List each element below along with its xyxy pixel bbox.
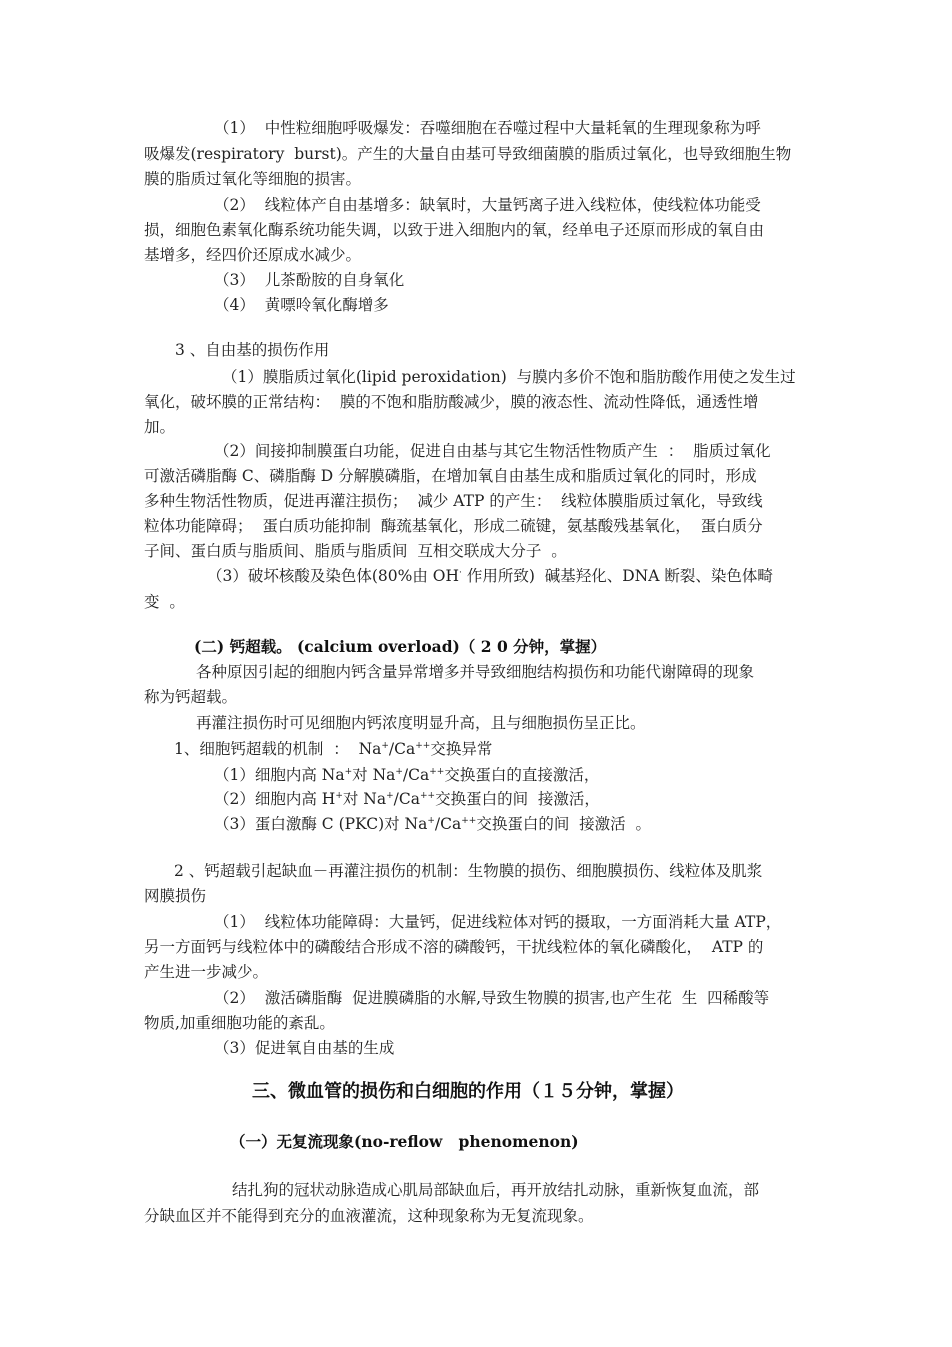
superscript: ++	[461, 816, 477, 826]
paragraph-line: 各种原因引起的细胞内钙含量异常增多并导致细胞结构损伤和功能代谢障碍的现象	[196, 663, 755, 681]
paragraph-line: 变 。	[144, 593, 185, 611]
list-item	[214, 789, 600, 809]
paragraph-line: 粒体功能障碍； 蛋白质功能抑制 酶巯基氧化，形成二硫键，氨基酸残基氧化， 蛋白质分	[144, 517, 763, 535]
superscript: +	[386, 791, 394, 801]
list-item: （3） 儿茶酚胺的自身氧化	[214, 271, 405, 289]
paragraph-line: 结扎狗的冠状动脉造成心肌局部缺血后，再开放结扎动脉，重新恢复血流，部	[232, 1181, 760, 1199]
text-run: /Ca	[402, 766, 430, 784]
paragraph-line: （2）间接抑制膜蛋白功能，促进自由基与其它生物活性物质产生 ： 脂质过氧化	[214, 442, 771, 460]
paragraph-line: 加。	[144, 418, 176, 436]
text-run: （2）细胞内高 H	[214, 790, 336, 808]
paragraph-line	[207, 566, 773, 586]
paragraph-line: 基增多，经四价还原成水减少。	[144, 246, 362, 264]
paragraph-line: 子间、蛋白质与脂质间、脂质与脂质间 互相交联成大分子 。	[144, 542, 567, 560]
superscript: ·	[459, 568, 462, 578]
section-heading: 3 、自由基的损伤作用	[175, 341, 330, 359]
paragraph-line: 氧化，破坏膜的正常结构： 膜的不饱和脂肪酸减少，膜的液态性、流动性降低，通透性增	[144, 393, 759, 411]
list-item: （3）促进氧自由基的生成	[214, 1039, 395, 1057]
superscript: +	[395, 767, 403, 777]
superscript: ++	[419, 791, 436, 801]
text-run: 交换蛋白的直接激活，	[444, 766, 600, 784]
chapter-heading: 三、微血管的损伤和白细胞的作用（１５分钟，掌握）	[252, 1081, 684, 1102]
section-heading: (二) 钙超载。 (calcium overload)（ 2 0 分钟，掌握）	[194, 637, 607, 656]
paragraph-line: （2） 激活磷脂酶 促进膜磷脂的水解,导致生物膜的损害,也产生花 生 四稀酸等	[214, 989, 770, 1007]
text-run: /Ca	[388, 740, 416, 758]
superscript: +	[344, 767, 353, 777]
text-run: /Ca	[434, 815, 462, 833]
paragraph-line: 分缺血区并不能得到充分的血液灌流，这种现象称为无复流现象。	[144, 1207, 594, 1225]
paragraph-line: （1） 线粒体功能障碍：大量钙，促进线粒体对钙的摄取，一方面消耗大量 ATP，	[214, 913, 782, 931]
paragraph-line: 称为钙超载。	[144, 688, 238, 706]
list-item: （4） 黄嘌呤氧化酶增多	[214, 296, 389, 314]
text-run: （3）破坏核酸及染色体(80%由 OH	[207, 567, 460, 585]
text-run: 交换蛋白的间 接激活 。	[476, 815, 652, 833]
superscript: +	[381, 741, 389, 751]
paragraph-line: 物质,加重细胞功能的紊乱。	[144, 1014, 335, 1032]
subsection-heading: 2 、钙超载引起缺血－再灌注损伤的机制：生物膜的损伤、细胞膜损伤、线粒体及肌浆	[174, 862, 763, 880]
paragraph-line: （1）膜脂质过氧化(lipid peroxidation) 与膜内多价不饱和脂肪酸作用使之发生过	[222, 368, 796, 386]
text-run: 交换蛋白的间 接激活，	[435, 790, 600, 808]
paragraph-line: 另一方面钙与线粒体中的磷酸结合形成不溶的磷酸钙，干扰线粒体的氧化磷酸化， ATP 的	[144, 938, 764, 956]
text-run: 对 Na	[342, 790, 387, 808]
superscript: ++	[415, 741, 431, 751]
paragraph-line: 再灌注损伤时可见细胞内钙浓度明显升高，且与细胞损伤呈正比。	[196, 714, 646, 732]
paragraph-line: （2） 线粒体产自由基增多：缺氧时，大量钙离子进入线粒体，使线粒体功能受	[214, 196, 761, 214]
text-run: 对 Na	[352, 766, 396, 784]
superscript: +	[427, 816, 435, 826]
text-run: /Ca	[393, 790, 420, 808]
paragraph-line: 损，细胞色素氧化酶系统功能失调，以致于进入细胞内的氧，经单电子还原而形成的氧自由	[144, 221, 765, 239]
paragraph-line: （1） 中性粒细胞呼吸爆发：吞噬细胞在吞噬过程中大量耗氧的生理现象称为呼	[214, 119, 761, 137]
paragraph-line: 多种生物活性物质，促进再灌注损伤； 减少 ATP 的产生： 线粒体膜脂质过氧化，导致线	[144, 492, 763, 510]
list-item	[214, 814, 651, 834]
text-run: 交换异常	[430, 740, 493, 758]
text-run: 作用所致) 碱基羟化、DNA 断裂、染色体畸	[461, 567, 773, 585]
paragraph-line: 膜的脂质过氧化等细胞的损害。	[144, 170, 362, 188]
subsection-heading: 网膜损伤	[144, 887, 207, 905]
subsection-heading	[174, 739, 492, 759]
paragraph-line: 吸爆发(respiratory burst)。产生的大量自由基可导致细菌膜的脂质过氧化，也导致细胞生物	[144, 145, 792, 163]
paragraph-line: 产生进一步减少。	[144, 963, 269, 981]
list-item	[214, 765, 599, 785]
text-run: （1）细胞内高 Na	[214, 766, 345, 784]
superscript: +	[335, 791, 343, 801]
superscript: ++	[429, 767, 445, 777]
text-run: 1、细胞钙超载的机制 ： Na	[174, 740, 382, 758]
paragraph-line: 可激活磷脂酶 C、磷脂酶 D 分解膜磷脂，在增加氧自由基生成和脂质过氧化的同时，形成	[144, 467, 757, 485]
text-run: （3）蛋白激酶 C (PKC)对 Na	[214, 815, 428, 833]
section-heading: （一）无复流现象(no-reflow phenomenon)	[230, 1132, 579, 1151]
